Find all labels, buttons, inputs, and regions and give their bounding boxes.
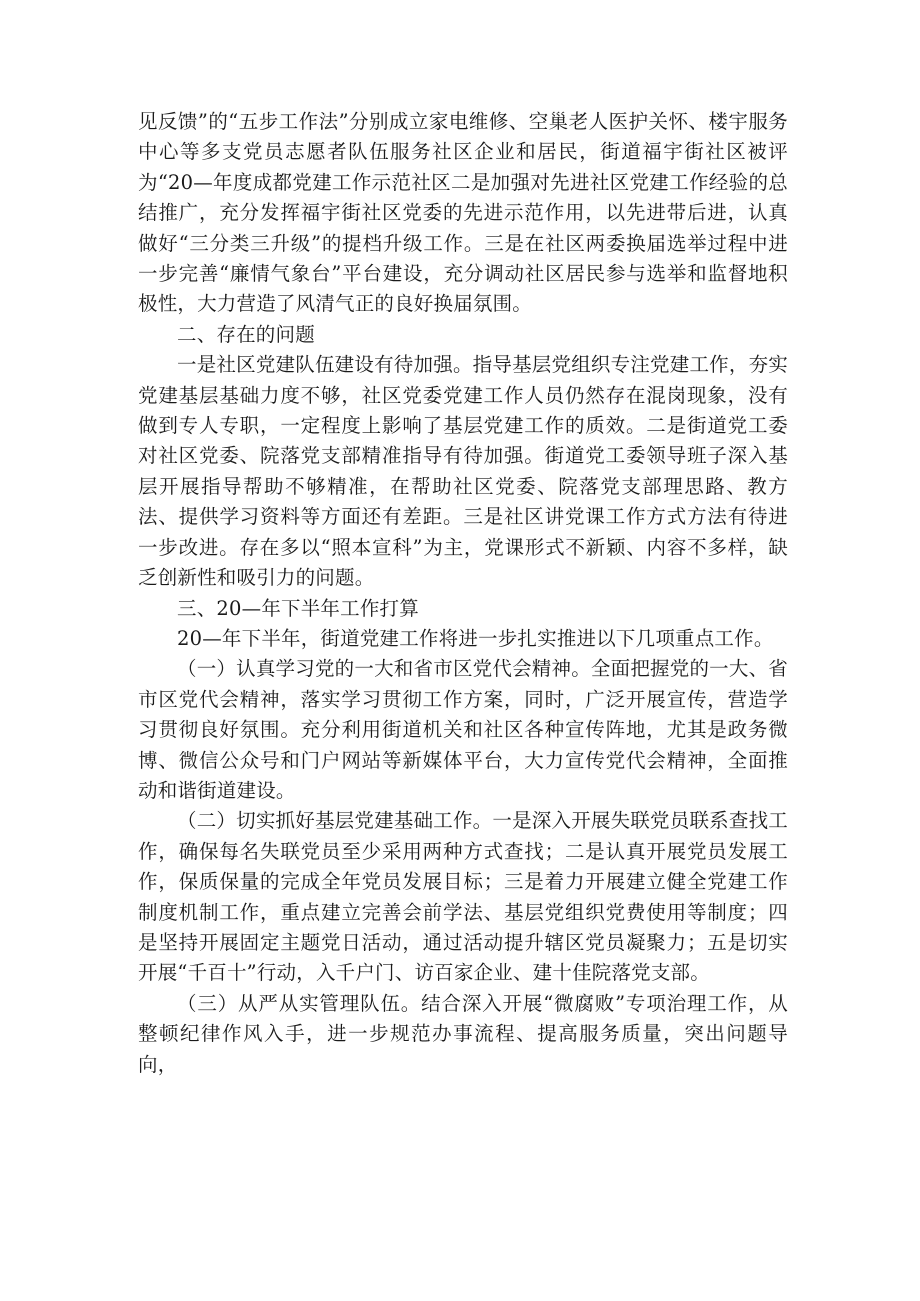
paragraph-problems: 一是社区党建队伍建设有待加强。指导基层党组织专注党建工作，夯实党建基层基础力度不够，社区党委党建工作人员仍然存在混岗现象，没有做到专人专职，一定程度上影响了基层党建工作的质效。二是街道党工委对社区党委、院落党支部精准指导有待加强。街道党工委领导班子深入基层开展指导帮助不够精准，在帮助社区党委、院落党支部理思路、教方法、提供学习资料等方面还有差距。三是社区讲党课工作方式方法有待进一步改进。存在多以“照本宣科”为主，党课形式不新颖、内容不多样，缺乏创新性和吸引力的问题。 [138, 353, 788, 590]
paragraph-plans-intro: 20—年下半年，街道党建工作将进一步扎实推进以下几项重点工作。 [177, 626, 774, 650]
paragraph-continuation: 见反馈”的“五步工作法”分别成立家电维修、空巢老人医护关怀、楼宇服务中心等多支党员志愿者队伍服务社区企业和居民，街道福宇街社区被评为“20—年度成都党建工作示范社区二是加强对先进社区党建工作经验的总结推广，充分发挥福宇街社区党委的先进示范作用，以先进带后进，认真做好“三分类三升级”的提档升级工作。三是在社区两委换届选举过程中进一步完善“廉情气象台”平台建设，充分调动社区居民参与选举和监督地积极性，大力营造了风清气正的良好换届氛围。 [138, 110, 788, 316]
section-heading-plans: 三、20—年下半年工作打算 [177, 596, 419, 620]
paragraph-plan-item-3: （三）从严从实管理队伍。结合深入开展“微腐败”专项治理工作，从整顿纪律作风入手，进一步规范办事流程、提高服务质量，突出问题导向， [138, 991, 788, 1076]
paragraph-plan-item-2: （二）切实抓好基层党建基础工作。一是深入开展失联党员联系查找工作，确保每名失联党员至少采用两种方式查找；二是认真开展党员发展工作，保质保量的完成全年党员发展目标；三是着力开展建立健全党建工作制度机制工作，重点建立完善会前学法、基层党组织党费使用等制度；四是坚持开展固定主题党日活动，通过活动提升辖区党员凝聚力；五是切实开展“千百十”行动，入千户门、访百家企业、建十佳院落党支部。 [138, 809, 788, 985]
document-body [138, 107, 788, 1080]
section-heading-problems: 二、存在的问题 [177, 322, 315, 346]
paragraph-plan-item-1: （一）认真学习党的一大和省市区党代会精神。全面把握党的一大、省市区党代会精神，落实学习贯彻工作方案，同时，广泛开展宣传，营造学习贯彻良好氛围。充分利用街道机关和社区各种宣传阵地，尤其是政务微博、微信公众号和门户网站等新媒体平台，大力宣传党代会精神，全面推动和谐街道建设。 [138, 657, 788, 802]
